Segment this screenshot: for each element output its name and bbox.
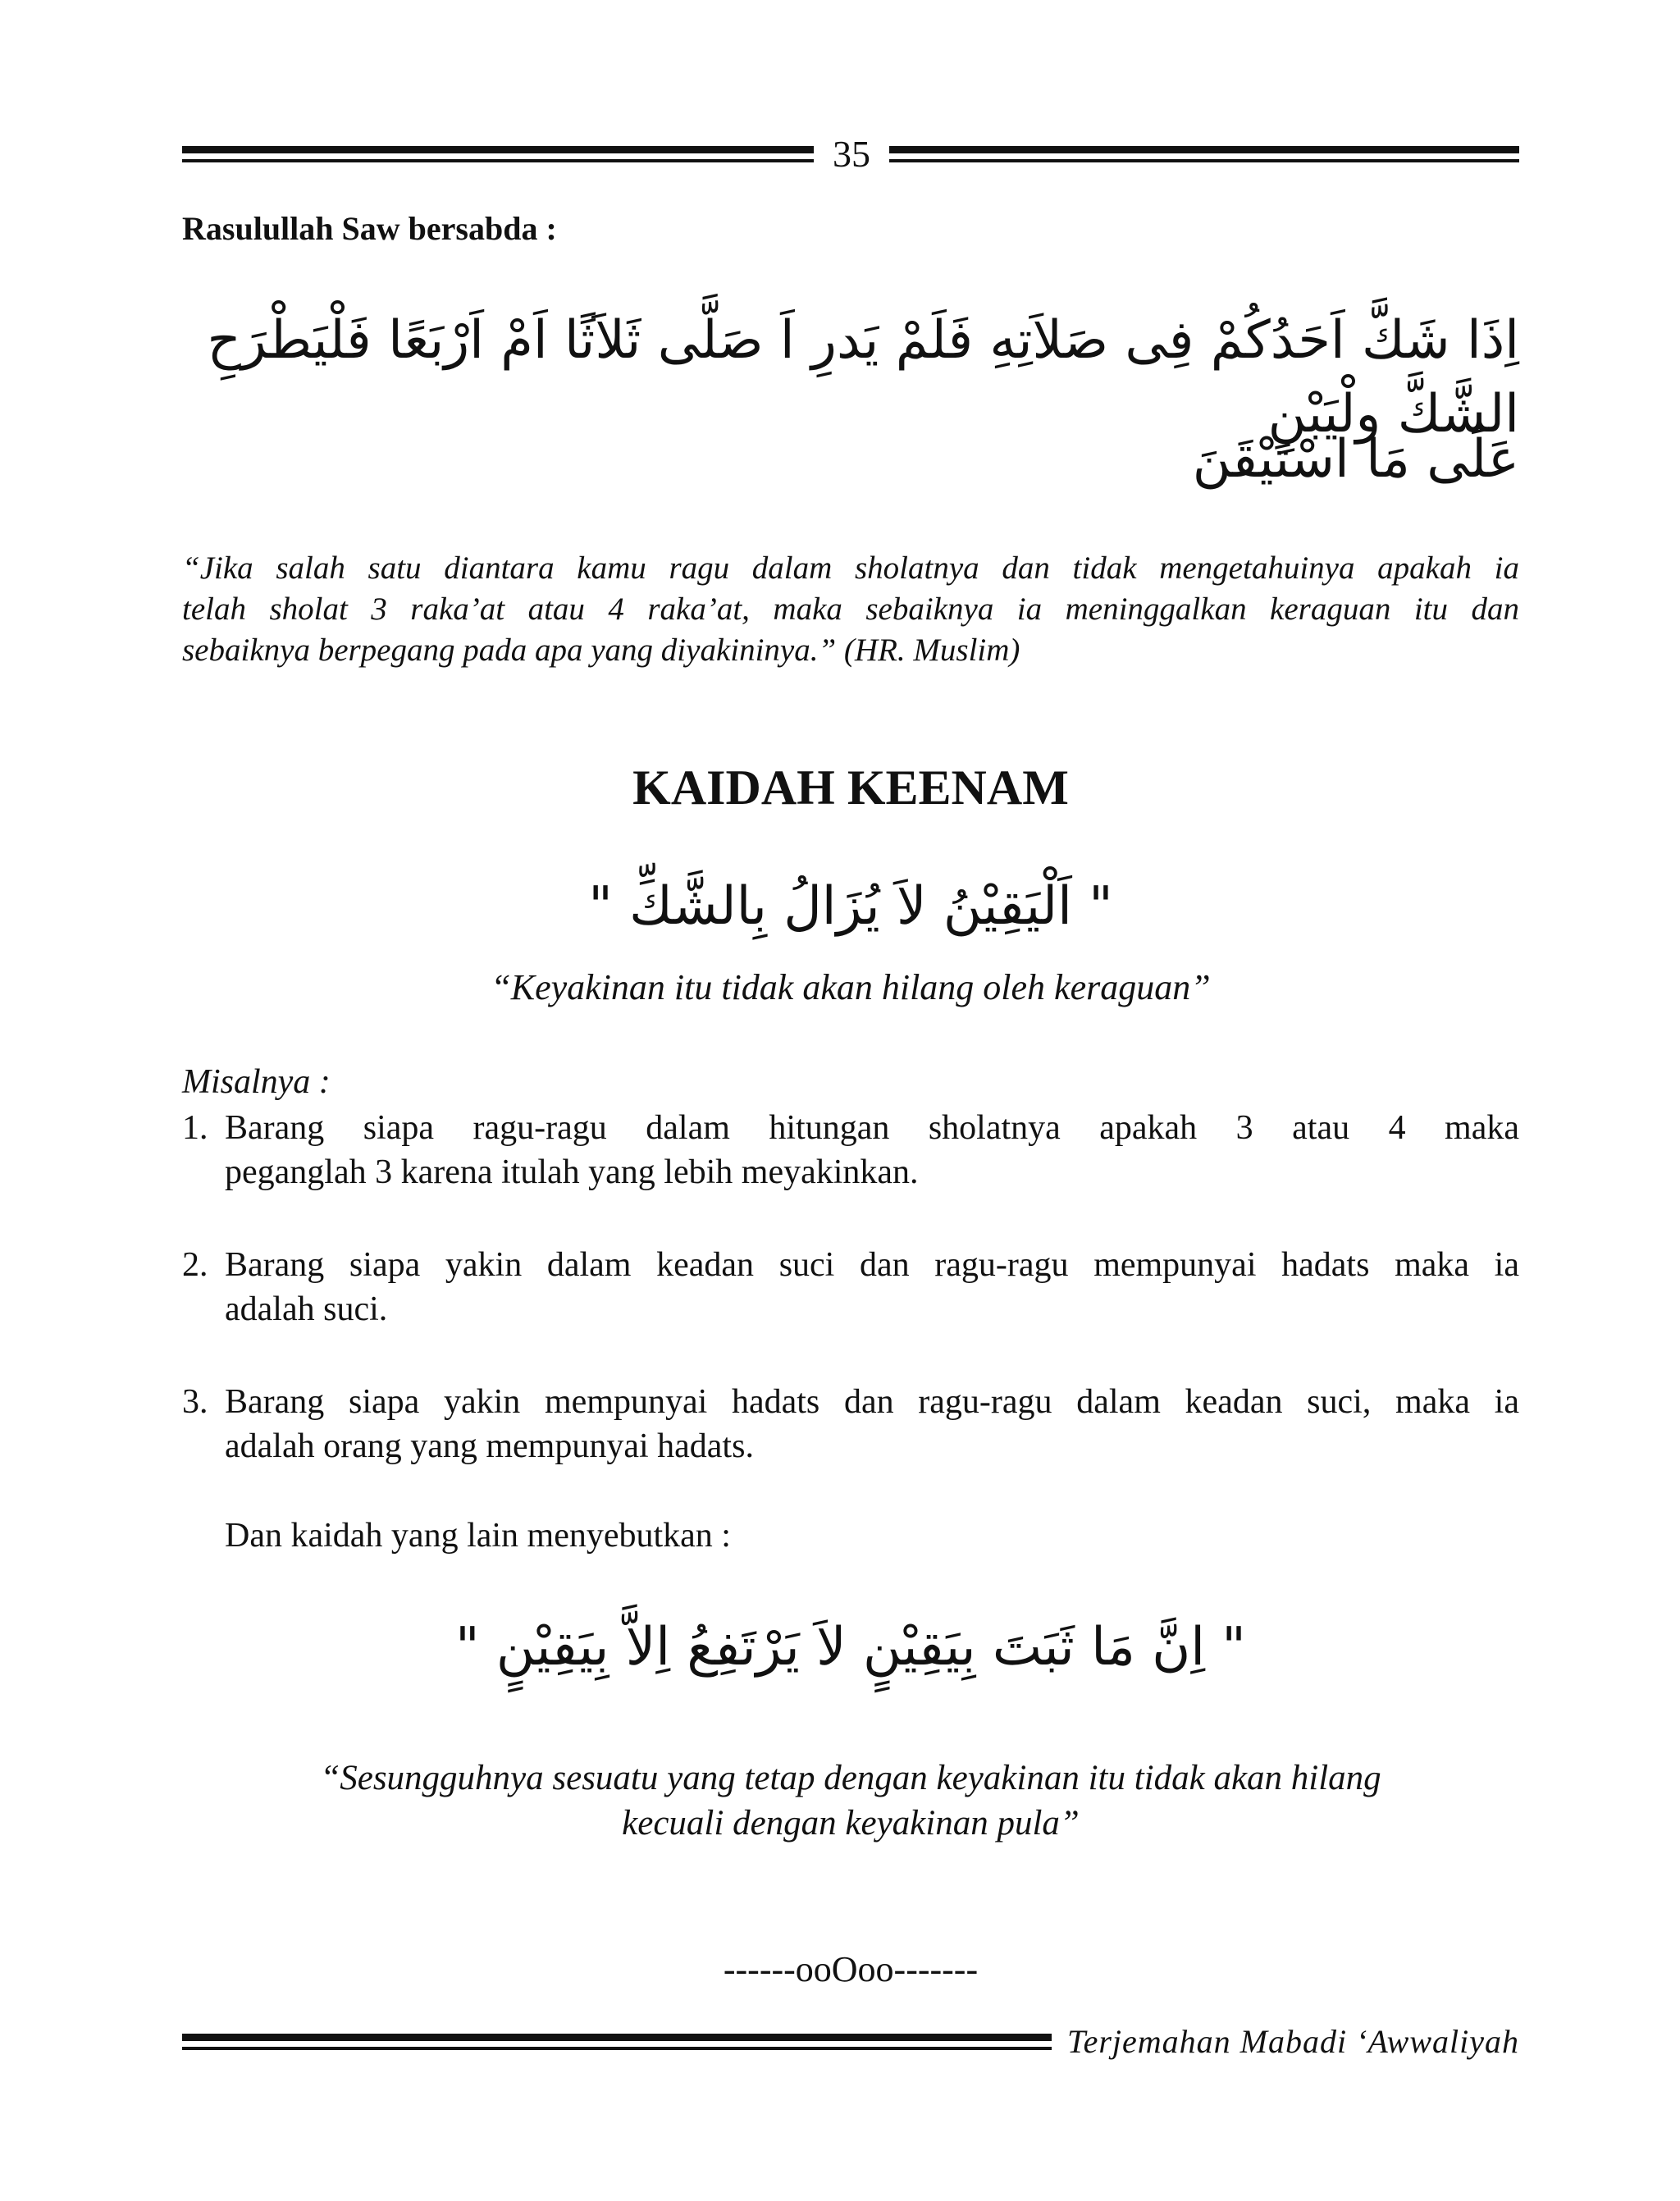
example-number: 2. xyxy=(182,1246,208,1284)
header-rule-left xyxy=(182,146,814,164)
hadith-arabic-line-2: عَلَى مَا اسْتَيْقَنَ xyxy=(1192,429,1519,490)
header-rule-right xyxy=(889,146,1519,164)
hadith-intro: Rasulullah Saw bersabda : xyxy=(182,210,557,247)
translation-line: sebaiknya berpegang pada apa yang diyakininya.” (HR. Muslim) xyxy=(182,632,1020,668)
other-rule-intro: Dan kaidah yang lain menyebutkan : xyxy=(225,1517,731,1555)
page-header xyxy=(182,131,1519,177)
translation-line: “Jika salah satu diantara kamu ragu dalam sholatnya dan tidak mengetahuinya apakah ia xyxy=(182,550,1519,586)
section-separator: ------ooOoo------- xyxy=(723,1949,979,1989)
section-title: KAIDAH KEENAM xyxy=(632,760,1069,815)
example-line: adalah suci. xyxy=(225,1290,388,1328)
page-number: 35 xyxy=(833,133,870,175)
kaidah-arabic: " اَلْيَقِيْنُ لاَ يُزَالُ بِالشَّكِّ " xyxy=(588,876,1113,937)
page-footer xyxy=(182,2022,1519,2071)
example-line: Barang siapa yakin dalam keadan suci dan ragu-ragu mempunyai hadats maka ia xyxy=(225,1246,1519,1284)
translation-line: telah sholat 3 raka’at atau 4 raka’at, maka sebaiknya ia meninggalkan keraguan itu dan xyxy=(182,591,1519,627)
example-line: peganglah 3 karena itulah yang lebih meyakinkan. xyxy=(225,1153,919,1191)
footer-book-title: Terjemahan Mabadi ‘Awwaliyah xyxy=(1067,2023,1519,2060)
example-line: Barang siapa yakin mempunyai hadats dan ragu-ragu dalam keadan suci, maka ia xyxy=(225,1383,1519,1421)
hadith-arabic-line-1: اِذَا شَكَّ اَحَدُكُمْ فِى صَلاَتِهِ فَلَمْ يَدرِ اَ صَلَّى ثَلاَثًا اَمْ اَرْبَعًا فَلْيَطْرَحِ الشَّكَّ ولْيَبْنِ xyxy=(207,310,1519,445)
other-rule-meaning xyxy=(182,1756,1519,1846)
meaning-line: “Sesungguhnya sesuatu yang tetap dengan keyakinan itu tidak akan hilang xyxy=(320,1759,1381,1797)
kaidah-meaning: “Keyakinan itu tidak akan hilang oleh keraguan” xyxy=(491,967,1211,1007)
other-rule-arabic: " اِنَّ مَا ثَبَتَ بِيَقِيْنٍ لاَ يَرْتَفِعُ اِلاَّ بِيَقِيْنٍ " xyxy=(455,1617,1246,1678)
example-number: 3. xyxy=(182,1383,208,1421)
hadith-translation xyxy=(182,548,1519,671)
meaning-line: kecuali dengan keyakinan pula” xyxy=(622,1804,1080,1843)
example-number: 1. xyxy=(182,1109,208,1147)
footer-rule xyxy=(182,2034,1052,2052)
example-line: adalah orang yang mempunyai hadats. xyxy=(225,1427,754,1465)
example-line: Barang siapa ragu-ragu dalam hitungan sholatnya apakah 3 atau 4 maka xyxy=(225,1109,1519,1147)
examples-label: Misalnya : xyxy=(182,1063,331,1101)
